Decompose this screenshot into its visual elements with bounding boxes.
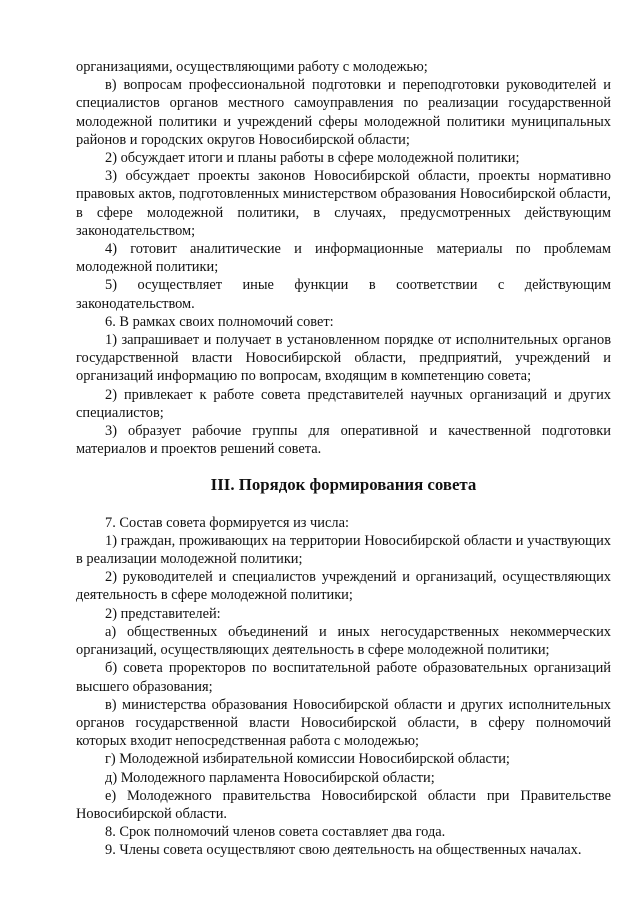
paragraph: 3) обсуждает проекты законов Новосибирской области, проекты нормативно правовых актов, подготовленных министерством образования Новосибирской области, в сфере молодежной политики, в случаях, предусмотренных действующим законодательством; — [76, 168, 611, 239]
paragraph: 1) граждан, проживающих на территории Новосибирской области и участвующих в реализации молодежной политики; — [76, 532, 611, 568]
paragraph: е) Молодежного правительства Новосибирской области при Правительстве Новосибирской области. — [76, 787, 611, 822]
document-page — [76, 58, 611, 860]
paragraph: в) вопросам профессиональной подготовки и переподготовки руководителей и специалистов органов местного самоуправления по реализации государственной молодежной политики и учреждений сферы молодежной политики муниципальных районов и городских округов Новосибирской области; — [76, 77, 611, 148]
document-body-top — [76, 58, 611, 458]
paragraph: организациями, осуществляющими работу с молодежью; — [76, 59, 428, 75]
paragraph: в) министерства образования Новосибирской области и других исполнительных органов государственной власти Новосибирской области, в сферу полномочий которых входит непосредственная работа с молодежью; — [76, 696, 611, 750]
paragraph: 2) обсуждает итоги и планы работы в сфере молодежной политики; — [105, 150, 520, 167]
paragraph: 1) запрашивает и получает в установленном порядке от исполнительных органов государственной власти Новосибирской области, предприятий, учреждений и организаций информацию по вопросам, входящим в компетенцию совета; — [76, 332, 611, 385]
paragraph: 5) осуществляет иные функции в соответствии с действующим законодательством. — [76, 277, 611, 312]
document-body-bottom — [76, 514, 611, 860]
section-heading: III. Порядок формирования совета — [210, 475, 477, 495]
paragraph: 6. В рамках своих полномочий совет: — [105, 313, 334, 330]
paragraph: 7. Состав совета формируется из числа: — [105, 514, 349, 531]
paragraph: а) общественных объединений и иных негосударственных некоммерческих организаций, осуществляющих деятельность в сфере молодежной политики; — [76, 623, 611, 659]
paragraph: г) Молодежной избирательной комиссии Новосибирской области; — [105, 751, 510, 768]
paragraph: 9. Члены совета осуществляют свою деятельность на общественных началах. — [105, 842, 582, 859]
paragraph: 2) привлекает к работе совета представителей научных организаций и других специалистов; — [76, 386, 611, 421]
paragraph: 4) готовит аналитические и информационные материалы по проблемам молодежной политики; — [76, 241, 611, 276]
paragraph: 8. Срок полномочий членов совета составляет два года. — [105, 824, 446, 841]
paragraph: 2) руководителей и специалистов учреждений и организаций, осуществляющих деятельность в сфере молодежной политики; — [76, 569, 611, 604]
paragraph: 2) представителей: — [105, 605, 221, 622]
paragraph: д) Молодежного парламента Новосибирской области; — [105, 769, 435, 786]
paragraph: 3) образует рабочие группы для оперативной и качественной подготовки материалов и проектов решений совета. — [76, 423, 611, 458]
paragraph: б) совета проректоров по воспитательной работе образовательных организаций высшего образования; — [76, 660, 611, 695]
